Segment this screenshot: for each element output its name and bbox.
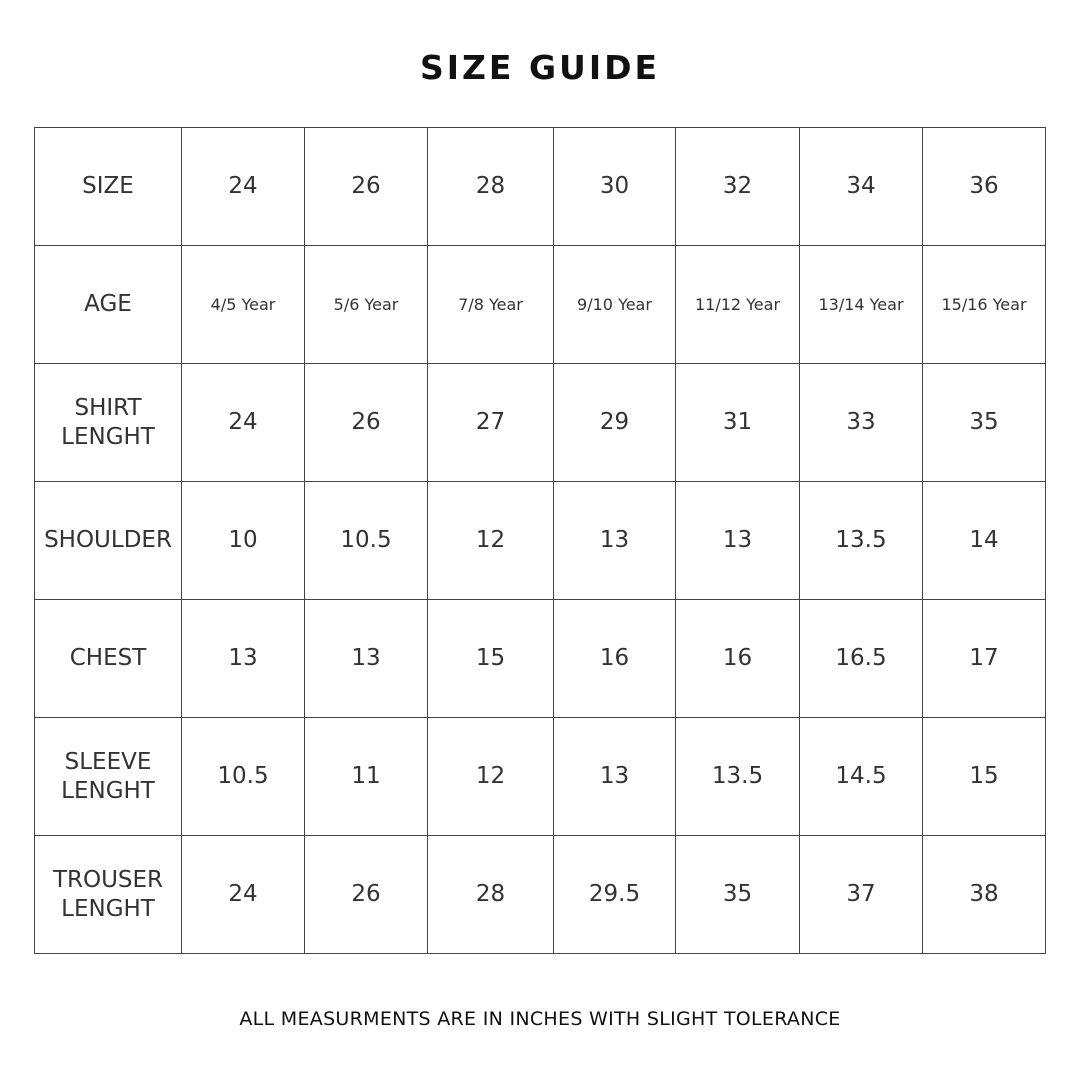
table-cell: 38 bbox=[923, 836, 1046, 954]
table-cell: 24 bbox=[182, 836, 305, 954]
table-cell: 13/14 Year bbox=[800, 246, 923, 364]
table-row bbox=[35, 482, 1046, 600]
table-cell: 29.5 bbox=[554, 836, 676, 954]
table-cell: 26 bbox=[305, 364, 428, 482]
table-cell: 24 bbox=[182, 128, 305, 246]
table-cell: 16 bbox=[554, 600, 676, 718]
table-row bbox=[35, 718, 1046, 836]
table-cell: 15 bbox=[428, 600, 554, 718]
table-cell: 26 bbox=[305, 128, 428, 246]
table-cell: 17 bbox=[923, 600, 1046, 718]
table-cell: 10.5 bbox=[305, 482, 428, 600]
table-cell: 13.5 bbox=[800, 482, 923, 600]
table-cell: 12 bbox=[428, 718, 554, 836]
table-cell: 24 bbox=[182, 364, 305, 482]
table-cell: 16.5 bbox=[800, 600, 923, 718]
table-cell: 9/10 Year bbox=[554, 246, 676, 364]
table-cell: 15 bbox=[923, 718, 1046, 836]
table-cell: 14 bbox=[923, 482, 1046, 600]
table-cell: 13 bbox=[182, 600, 305, 718]
table-cell: 13 bbox=[554, 482, 676, 600]
table-cell: 15/16 Year bbox=[923, 246, 1046, 364]
table-cell: 11/12 Year bbox=[676, 246, 800, 364]
table-cell: 32 bbox=[676, 128, 800, 246]
size-guide-table bbox=[34, 127, 1046, 954]
table-cell: 28 bbox=[428, 128, 554, 246]
table-cell: 37 bbox=[800, 836, 923, 954]
table-cell: 13 bbox=[676, 482, 800, 600]
row-label: SHIRT LENGHT bbox=[35, 364, 182, 482]
table-cell: 12 bbox=[428, 482, 554, 600]
table-row bbox=[35, 364, 1046, 482]
table-cell: 29 bbox=[554, 364, 676, 482]
table-cell: 13.5 bbox=[676, 718, 800, 836]
row-label: SLEEVE LENGHT bbox=[35, 718, 182, 836]
table-cell: 35 bbox=[923, 364, 1046, 482]
table-cell: 14.5 bbox=[800, 718, 923, 836]
table-cell: 36 bbox=[923, 128, 1046, 246]
table-cell: 13 bbox=[554, 718, 676, 836]
table-row bbox=[35, 600, 1046, 718]
table-cell: 13 bbox=[305, 600, 428, 718]
table-row bbox=[35, 128, 1046, 246]
table-cell: 35 bbox=[676, 836, 800, 954]
table-cell: 7/8 Year bbox=[428, 246, 554, 364]
table-cell: 30 bbox=[554, 128, 676, 246]
table-cell: 10 bbox=[182, 482, 305, 600]
table-cell: 31 bbox=[676, 364, 800, 482]
page-title: SIZE GUIDE bbox=[419, 48, 661, 87]
table-cell: 5/6 Year bbox=[305, 246, 428, 364]
table-cell: 28 bbox=[428, 836, 554, 954]
measurement-note: ALL MEASURMENTS ARE IN INCHES WITH SLIGHT TOLERANCE bbox=[239, 1008, 841, 1030]
row-label: CHEST bbox=[35, 600, 182, 718]
table-cell: 33 bbox=[800, 364, 923, 482]
row-label: TROUSER LENGHT bbox=[35, 836, 182, 954]
table-cell: 4/5 Year bbox=[182, 246, 305, 364]
table-row bbox=[35, 836, 1046, 954]
row-label: SHOULDER bbox=[35, 482, 182, 600]
table-cell: 10.5 bbox=[182, 718, 305, 836]
row-label: SIZE bbox=[35, 128, 182, 246]
table-cell: 26 bbox=[305, 836, 428, 954]
table-cell: 34 bbox=[800, 128, 923, 246]
table-cell: 27 bbox=[428, 364, 554, 482]
row-label: AGE bbox=[35, 246, 182, 364]
table-cell: 11 bbox=[305, 718, 428, 836]
table-row bbox=[35, 246, 1046, 364]
table-cell: 16 bbox=[676, 600, 800, 718]
